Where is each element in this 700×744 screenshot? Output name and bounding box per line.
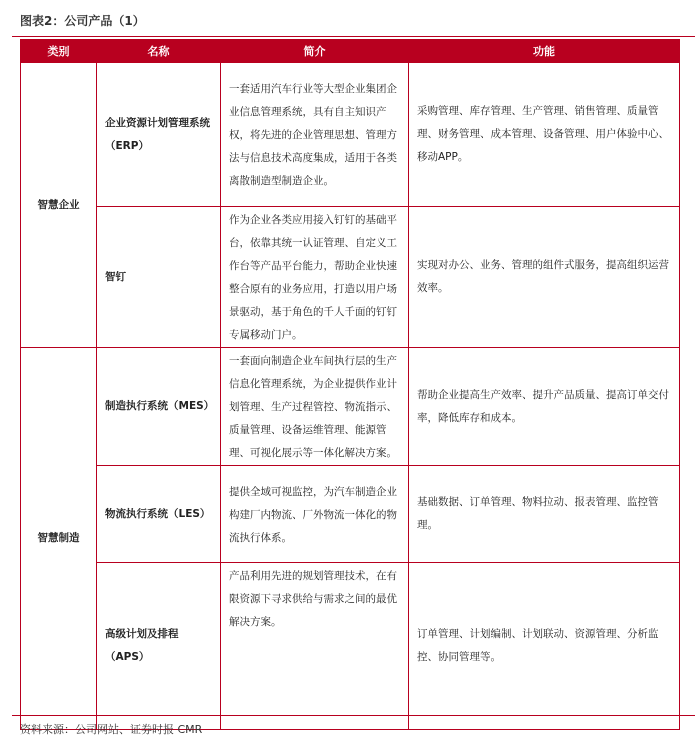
table-row [21,348,680,466]
header-function: 功能 [409,40,680,63]
product-name: 智钉 [97,207,221,348]
table-header-row [21,40,680,63]
product-function: 订单管理、计划编制、计划联动、资源管理、分析监控、协同管理等。 [409,563,680,730]
category-cell: 智慧企业 [21,63,97,348]
product-name: 制造执行系统（MES） [97,348,221,466]
product-intro-text: 产品利用先进的规划管理技术，在有限资源下寻求供给与需求之间的最优解决方案。 [229,570,397,628]
product-function: 帮助企业提高生产效率、提升产品质量、提高订单交付率，降低库存和成本。 [409,348,680,466]
product-intro [221,466,409,563]
header-category: 类别 [21,40,97,63]
product-intro-text: 提供全域可视监控，为汽车制造企业构建厂内物流、厂外物流一体化的物流执行体系。 [229,485,397,544]
bottom-rule [12,715,695,716]
product-intro [221,207,409,348]
header-intro: 简介 [221,40,409,63]
product-function: 采购管理、库存管理、生产管理、销售管理、质量管理、财务管理、成本管理、设备管理、用户体验中心、移动APP。 [409,63,680,207]
product-function: 实现对办公、业务、管理的组件式服务，提高组织运营效率。 [409,207,680,348]
top-rule [12,36,695,37]
table-row [21,563,680,730]
product-intro-text: 作为企业各类应用接入钉钉的基础平台，依靠其统一认证管理、自定义工作台等产品平台能力，帮助企业快速整合原有的业务应用，打造以用户场景驱动，基于角色的千人千面的钉钉专属移动门户。 [229,214,397,341]
product-table [20,39,680,730]
category-cell: 智慧制造 [21,348,97,730]
table-row [21,466,680,563]
product-intro [221,563,409,730]
product-name: 高级计划及排程（APS） [97,563,221,730]
product-intro [221,63,409,207]
figure-title: 图表2：公司产品（1） [20,14,145,28]
product-name: 企业资源计划管理系统（ERP） [97,63,221,207]
product-intro-text: 一套适用汽车行业等大型企业集团企业信息管理系统，具有自主知识产权，将先进的企业管理思想、管理方法与信息技术高度集成，适用于各类离散制造型制造企业。 [229,83,397,187]
product-function: 基础数据、订单管理、物料拉动、报表管理、监控管理。 [409,466,680,563]
source-note: 资料来源：公司网站、证券时报 CMR [20,723,203,736]
product-name: 物流执行系统（LES） [97,466,221,563]
table-row [21,207,680,348]
header-name: 名称 [97,40,221,63]
table-row [21,63,680,207]
product-intro [221,348,409,466]
product-intro-text: 一套面向制造企业车间执行层的生产信息化管理系统，为企业提供作业计划管理、生产过程管控、物流指示、质量管理、设备运维管理、能源管理、可视化展示等一体化解决方案。 [229,355,397,459]
